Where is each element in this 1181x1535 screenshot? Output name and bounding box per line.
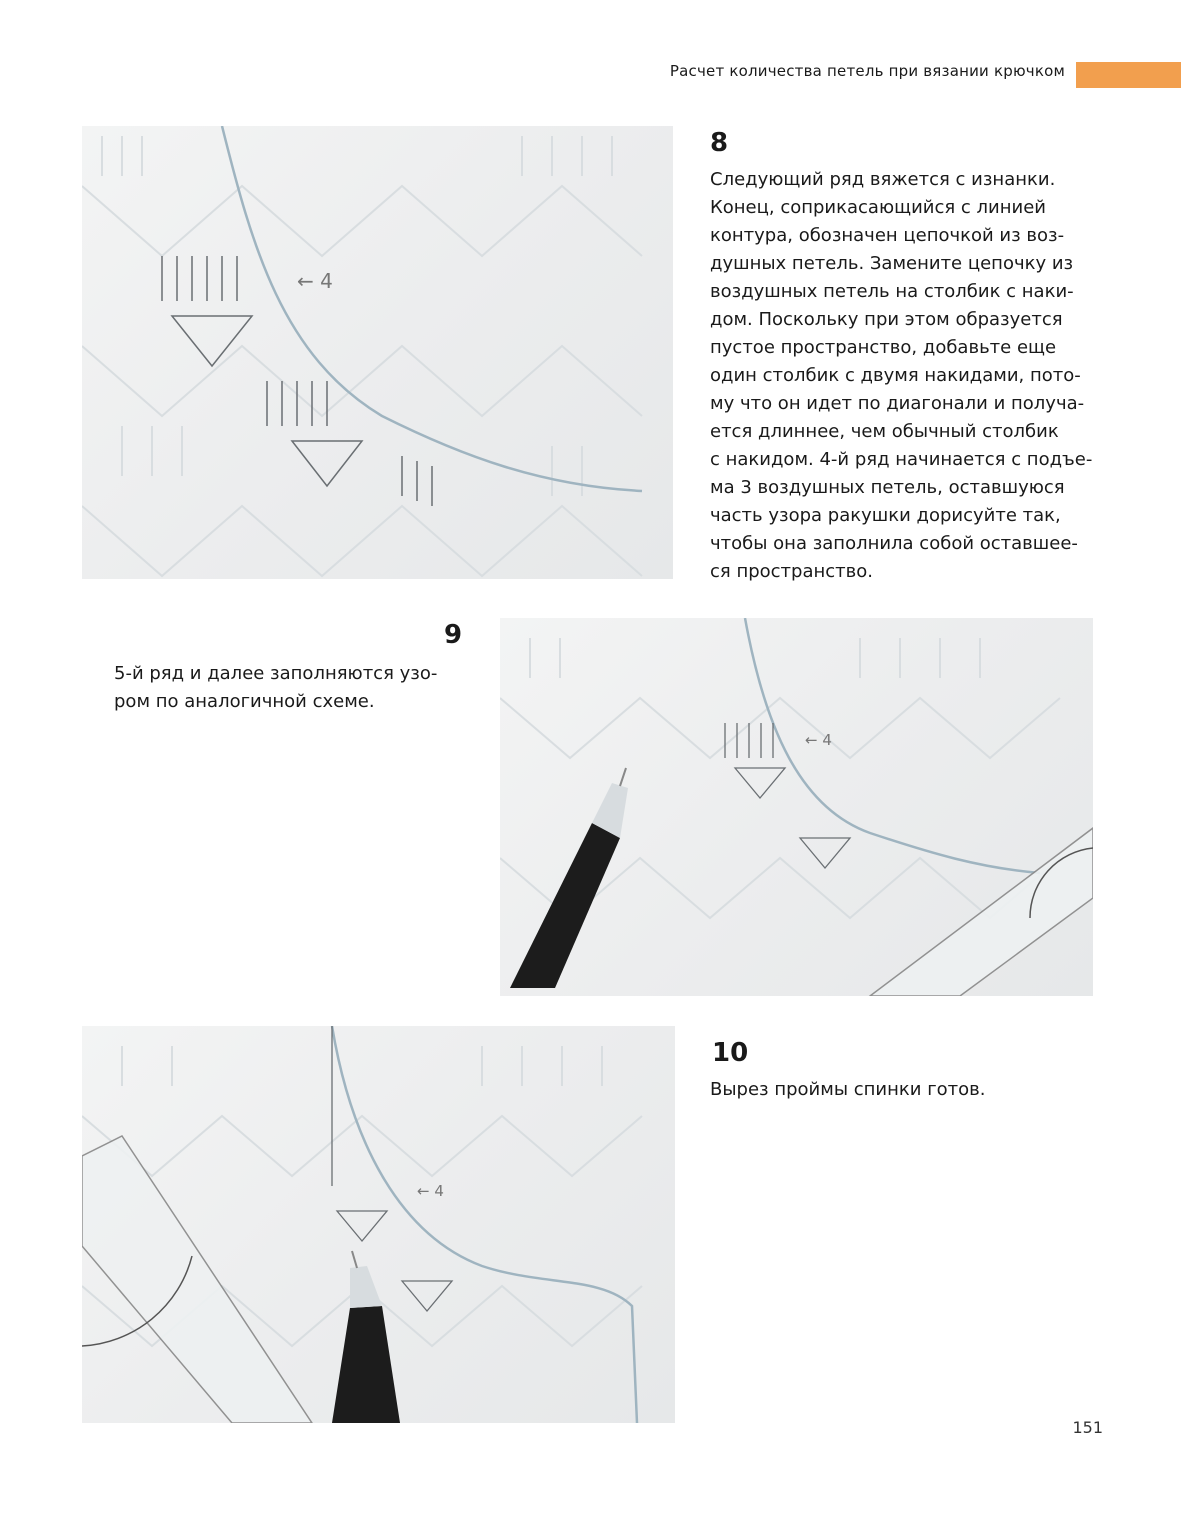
page-number: 151 (1072, 1418, 1103, 1437)
step-8-number: 8 (710, 128, 729, 158)
crochet-chart-finished-armhole (82, 1026, 675, 1423)
crochet-chart-drawing (82, 126, 673, 579)
crochet-chart-with-pen-and-ruler (500, 618, 1093, 996)
photo-step-10 (82, 1026, 675, 1423)
step-9-number: 9 (444, 620, 463, 650)
step-8-text: Следующий ряд вяжется с изнанки. Конец, соприкасающийся с линией контура, обозначен цепочкой из воз- душных петель. Замените цепочку из воздушных петель на столбик с наки- дом. Поскольку при этом образуется пустое пространство, добавьте еще один столбик с двумя накидами, пото- му что он идет по диагонали и получа- ется длиннее, чем обычный столбик с накидом. 4-й ряд начинается с подъе- ма 3 воздушных петель, оставшуюся часть узора ракушки дорисуйте так, чтобы она заполнила собой оставшее- ся пространство. (710, 169, 1093, 582)
step-10-number: 10 (712, 1038, 749, 1068)
step-9-text: 5-й ряд и далее заполняются узо- ром по аналогичной схеме. (114, 663, 438, 712)
photo-step-9 (500, 618, 1093, 996)
row-marker-label: ← 4 (297, 269, 333, 293)
row-marker-label: ← 4 (805, 731, 832, 749)
photo-step-8 (82, 126, 673, 579)
header-accent-bar (1076, 62, 1181, 88)
step-10-text: Вырез проймы спинки готов. (710, 1079, 986, 1100)
row-marker-label: ← 4 (417, 1182, 444, 1200)
pen (510, 768, 628, 988)
ruler (870, 828, 1093, 996)
header-title: Расчет количества петель при вязании крючком (669, 62, 1065, 80)
pen (332, 1251, 400, 1423)
protractor-ruler (82, 1136, 312, 1423)
